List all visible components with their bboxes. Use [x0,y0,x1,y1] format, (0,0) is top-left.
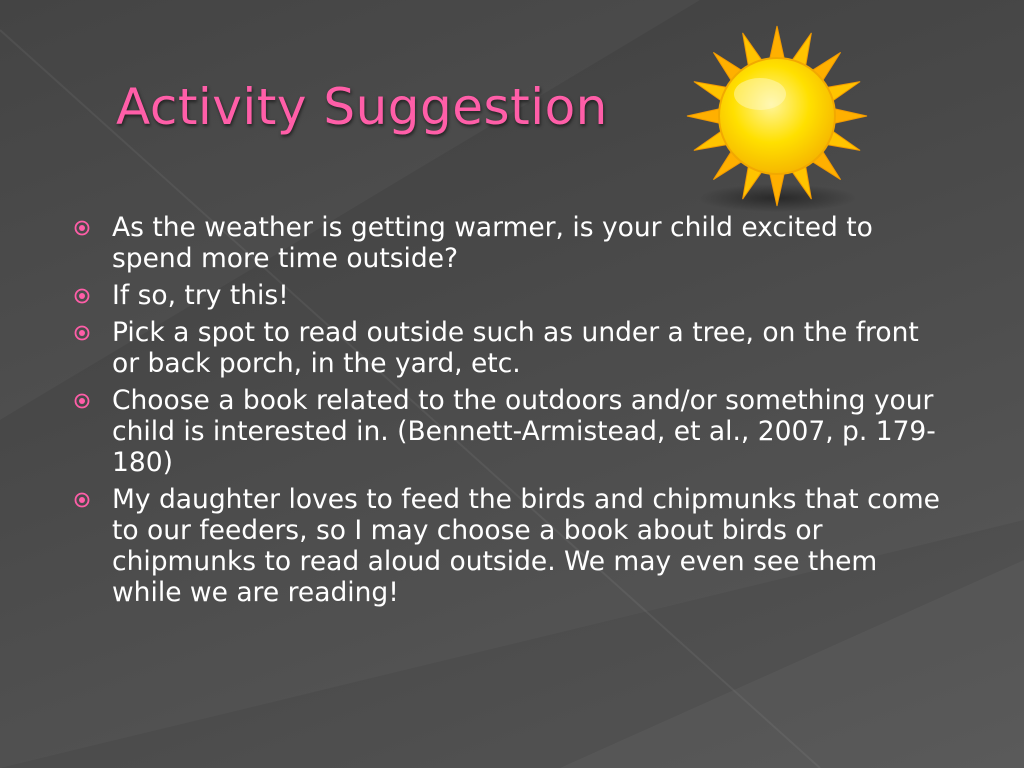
bullet-text: Pick a spot to read outside such as under a tree, on the front or back porch, in the yard, etc. [112,317,919,379]
slide-title: Activity Suggestion [116,78,608,136]
bullet-text: Choose a book related to the outdoors and/or something your child is interested in. (Bennett-Armistead, et al., 2007, p. 179-180) [112,385,936,478]
bullet-text: As the weather is getting warmer, is your child excited to spend more time outside? [112,212,873,274]
bullet-list [70,212,950,614]
circle-dot-bullet-icon [74,325,90,341]
bullet-item [70,484,950,608]
circle-dot-bullet-icon [74,393,90,409]
bullet-text: My daughter loves to feed the birds and chipmunks that come to our feeders, so I may choose a book about birds or chipmunks to read aloud outside. We may even see them while we are reading! [112,484,940,608]
circle-dot-bullet-icon [74,220,90,236]
circle-dot-bullet-icon [74,288,90,304]
bullet-text: If so, try this! [112,280,289,311]
bullet-item [70,317,950,379]
circle-dot-bullet-icon [74,492,90,508]
bullet-item [70,212,950,274]
bullet-item [70,280,950,311]
sun-icon [682,20,868,216]
bullet-item [70,385,950,478]
